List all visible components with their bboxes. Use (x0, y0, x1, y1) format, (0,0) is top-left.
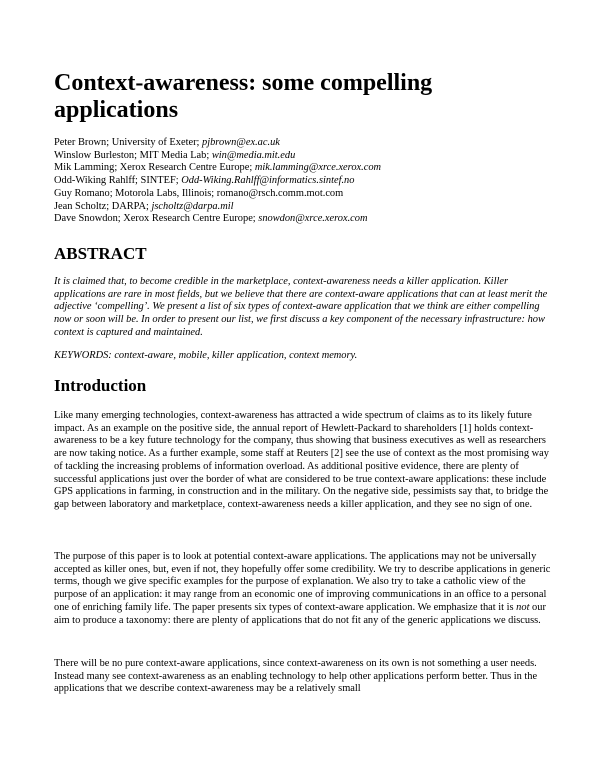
author-affiliation: Winslow Burleston; MIT Media Lab; (54, 149, 212, 161)
paragraph-text: our aim to produce a taxonomy: there are plenty of applications that do not fit any of the generic applications we discuss. (54, 601, 546, 626)
author-email: snowdon@xrce.xerox.com (258, 213, 368, 225)
abstract-text: It is claimed that, to become credible in the marketplace, context-awareness needs a killer application. Killer applications are rare in most fields, but we believe that there are context-aware applications that can at least merit the adjective ‘compelling’. We present a list of six types of context-aware application that we think are either compelling now or soon will be. In order to present our list, we first discuss a key component of the necessary infrastructure: how context is captured and maintained. (54, 276, 548, 338)
keywords: KEYWORDS: context-aware, mobile, killer application, context memory. (54, 350, 358, 361)
author-email: jscholtz@darpa.mil (151, 200, 234, 212)
author-affiliation: Peter Brown; University of Exeter; (54, 137, 203, 148)
author-email: pjbrown@ex.ac.uk (202, 137, 280, 148)
author-email: mik.lamming@xrce.xerox.com (254, 162, 382, 174)
abstract-heading: ABSTRACT (54, 244, 147, 263)
intro-paragraph-2 (54, 551, 554, 627)
paper-title: Context-awareness: some compelling applications (54, 70, 433, 123)
author-affiliation: Odd-Wiking Rahlff; SINTEF; (54, 175, 182, 187)
author-line (54, 175, 554, 188)
author-line (54, 188, 554, 201)
author-list (54, 137, 554, 226)
introduction-heading: Introduction (54, 376, 147, 395)
author-affiliation: Mik Lamming; Xerox Research Centre Europe; (54, 162, 255, 174)
author-line (54, 213, 554, 226)
emphasis-text: not (516, 601, 530, 613)
author-affiliation: Guy Romano; Motorola Labs, Illinois; romano@rsch.comm.mot.com (54, 187, 344, 199)
author-line (54, 201, 554, 214)
author-email: Odd-Wiking.Rahlff@informatics.sintef.no (181, 175, 355, 187)
author-affiliation: Jean Scholtz; DARPA; (54, 200, 152, 212)
author-line (54, 162, 554, 175)
author-affiliation: Dave Snowdon; Xerox Research Centre Europe; (54, 213, 259, 225)
author-email: win@media.mit.edu (211, 149, 296, 161)
paragraph-text: The purpose of this paper is to look at potential context-aware applications. The applications may not be universally accepted as killer ones, but, even if not, they hopefully offer some credibility. We try to describe applications in generic terms, though we give specific examples for the purpose of explanation. We also try to take a catholic view of the purpose of an application: it may range from an economic one of improving communications in an office to a personal one of enriching family life. The paper presents six types of context-aware application. We emphasize that it is (54, 551, 551, 613)
intro-paragraph-1: Like many emerging technologies, context-awareness has attracted a wide spectrum of claims as to its likely future impact. As an example on the positive side, the annual report of Hewlett-Packard to shareholders [1] holds context-awareness to be a key future technology for the company, thus showing that business executives as well as researchers are now taking notice. As a further example, some staff at Reuters [2] see the use of context as the most promising way of tackling the increasing problems of information overload. As additional positive evidence, there are plenty of successful applications just over the border of what are considered to be true context-aware applications: these include GPS applications in farming, in construction and in the military. On the negative side, pessimists say that, to bridge the gap between laboratory and marketplace, context-awareness needs a killer application, and they see no sign of one. (54, 410, 549, 510)
author-line (54, 137, 554, 150)
author-line (54, 150, 554, 163)
intro-paragraph-3: There will be no pure context-aware applications, since context-awareness on its own is not something a user needs. Instead many see context-awareness as an enabling technology to help other applications perform better. Thus in the applications that we describe context-awareness may be a relatively small (54, 658, 538, 695)
paper-page (54, 70, 554, 695)
